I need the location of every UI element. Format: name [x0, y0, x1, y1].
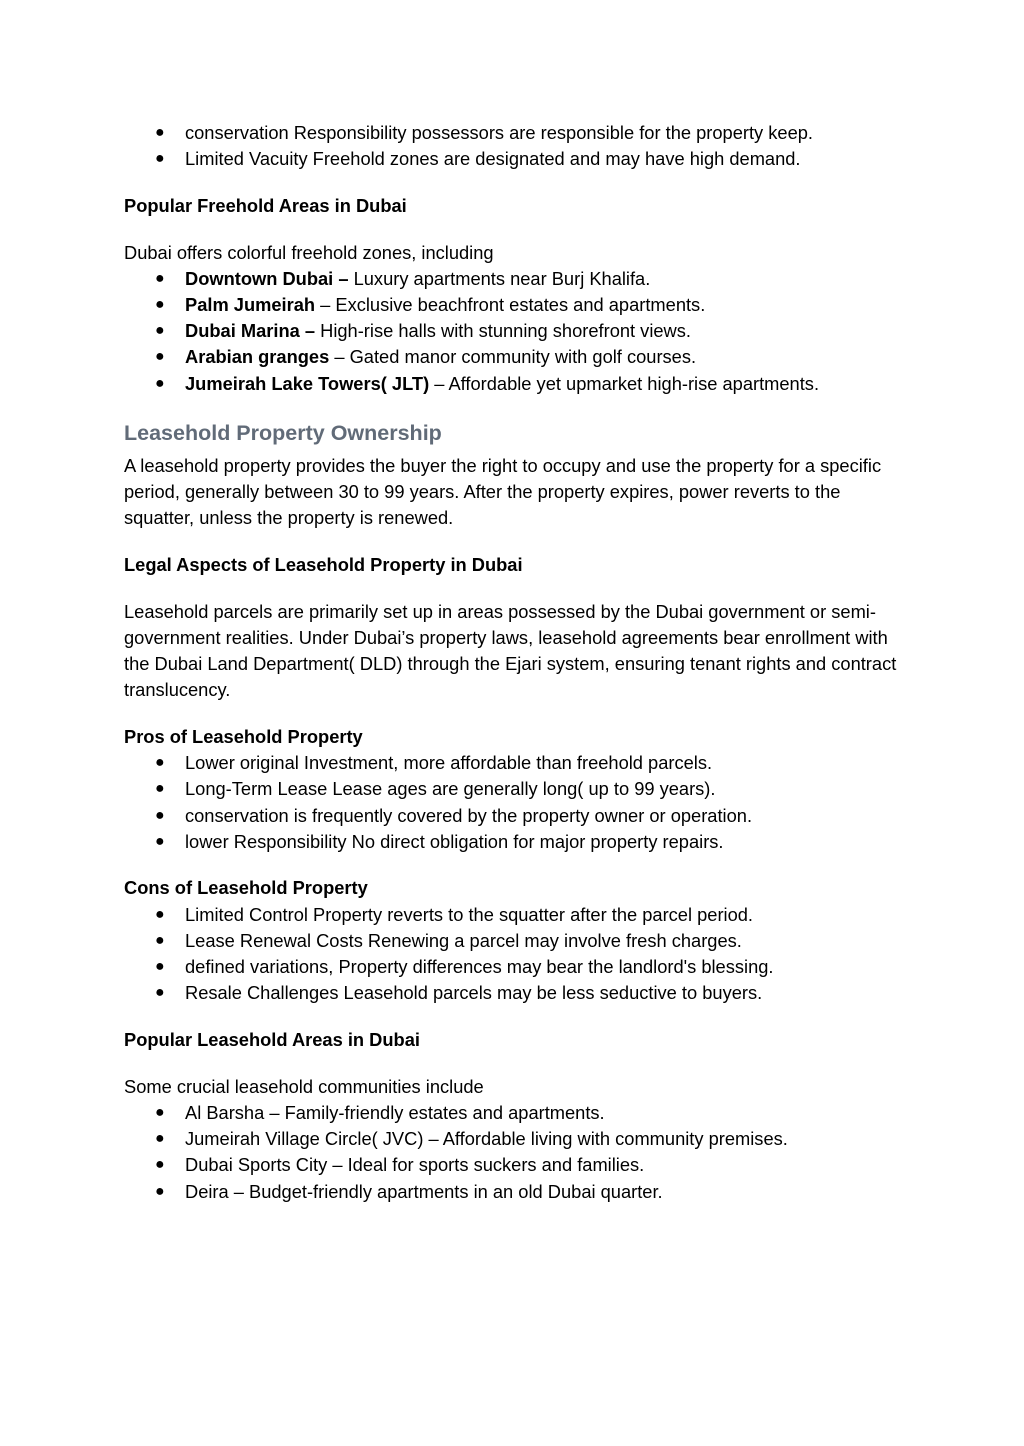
area-desc: – Affordable yet upmarket high-rise apartments.	[429, 372, 820, 394]
area-name: Dubai Marina –	[185, 320, 316, 342]
bullet-icon: ●	[155, 984, 165, 1002]
list-item: ● defined variations, Property differences may bear the landlord's blessing.	[124, 954, 904, 980]
area-desc: High-rise halls with stunning shorefront views.	[315, 320, 691, 342]
leasehold-section-title: Leasehold Property Ownership	[124, 420, 442, 445]
leasehold-intro: A leasehold property provides the buyer the right to occupy and use the property for a specific period, generally between 30 to 99 years. After the property expires, power reverts to the squatter, unless the property is renewed.	[124, 454, 882, 529]
bullet-icon: ●	[155, 150, 165, 168]
freehold-areas-list	[124, 266, 904, 397]
list-item	[124, 266, 904, 292]
bullet-icon: ●	[155, 780, 165, 798]
bullet-icon: ●	[155, 1103, 165, 1121]
list-item: ● conservation Responsibility possessors are responsible for the property keep.	[124, 120, 904, 146]
bullet-icon: ●	[155, 754, 165, 772]
popular-freehold-intro: Dubai offers colorful freehold zones, including	[124, 241, 494, 263]
area-desc: – Exclusive beachfront estates and apartments.	[315, 294, 706, 316]
list-item: ● Deira – Budget-friendly apartments in an old Dubai quarter.	[124, 1179, 904, 1205]
bullet-icon: ●	[155, 1156, 165, 1174]
area-name: Jumeirah Lake Towers( JLT)	[185, 372, 430, 394]
pros-list	[124, 750, 904, 855]
area-name: Arabian granges	[185, 346, 330, 368]
list-item: ● Limited Control Property reverts to the squatter after the parcel period.	[124, 902, 904, 928]
area-desc: Luxury apartments near Burj Khalifa.	[348, 267, 651, 289]
area-name: Downtown Dubai –	[185, 267, 349, 289]
bullet-icon: ●	[155, 1182, 165, 1200]
cons-list	[124, 902, 904, 1007]
list-item	[124, 292, 904, 318]
bullet-icon: ●	[155, 269, 165, 287]
bullet-icon: ●	[155, 374, 165, 392]
list-item	[124, 371, 904, 397]
list-item: ● Dubai Sports City – Ideal for sports suckers and families.	[124, 1152, 904, 1178]
list-item: ● Al Barsha – Family-friendly estates and apartments.	[124, 1100, 904, 1126]
cons-heading: Cons of Leasehold Property	[124, 877, 368, 899]
bullet-icon: ●	[155, 322, 165, 340]
list-item	[124, 318, 904, 344]
bullet-icon: ●	[155, 806, 165, 824]
popular-freehold-heading: Popular Freehold Areas in Dubai	[124, 194, 407, 216]
bullet-icon: ●	[155, 958, 165, 976]
list-item	[124, 344, 904, 370]
area-desc: – Gated manor community with golf courses.	[329, 346, 697, 368]
bullet-icon: ●	[155, 905, 165, 923]
legal-aspects-heading: Legal Aspects of Leasehold Property in Dubai	[124, 553, 523, 575]
bullet-icon: ●	[155, 124, 165, 141]
list-item: ● Lease Renewal Costs Renewing a parcel may involve fresh charges.	[124, 928, 904, 954]
leasehold-areas-intro: Some crucial leasehold communities include	[124, 1075, 484, 1097]
top-bullet-list	[124, 120, 904, 172]
pros-heading: Pros of Leasehold Property	[124, 725, 363, 747]
document-page	[124, 120, 904, 1205]
bullet-icon: ●	[155, 832, 165, 850]
list-item: ● Limited Vacuity Freehold zones are designated and may have high demand.	[124, 146, 904, 172]
bullet-icon: ●	[155, 1130, 165, 1148]
list-item: ● Jumeirah Village Circle( JVC) – Affordable living with community premises.	[124, 1126, 904, 1152]
bullet-icon: ●	[155, 931, 165, 949]
area-name: Palm Jumeirah	[185, 294, 316, 316]
list-item: ● lower Responsibility No direct obligation for major property repairs.	[124, 829, 904, 855]
bullet-icon: ●	[155, 296, 165, 314]
list-item: ● Long-Term Lease Lease ages are generally long( up to 99 years).	[124, 776, 904, 802]
leasehold-areas-list	[124, 1100, 904, 1205]
list-item: ● Lower original Investment, more affordable than freehold parcels.	[124, 750, 904, 776]
bullet-icon: ●	[155, 348, 165, 366]
legal-aspects-text: Leasehold parcels are primarily set up in areas possessed by the Dubai government or semi-government realities. Under Dubai’s property laws, leasehold agreements bear enrollment with the Dubai Land Department( DLD) through the Ejari system, ensuring tenant rights and contract translucency.	[124, 600, 897, 701]
leasehold-areas-heading: Popular Leasehold Areas in Dubai	[124, 1028, 420, 1050]
list-item: ● Resale Challenges Leasehold parcels may be less seductive to buyers.	[124, 980, 904, 1006]
list-item: ● conservation is frequently covered by the property owner or operation.	[124, 803, 904, 829]
